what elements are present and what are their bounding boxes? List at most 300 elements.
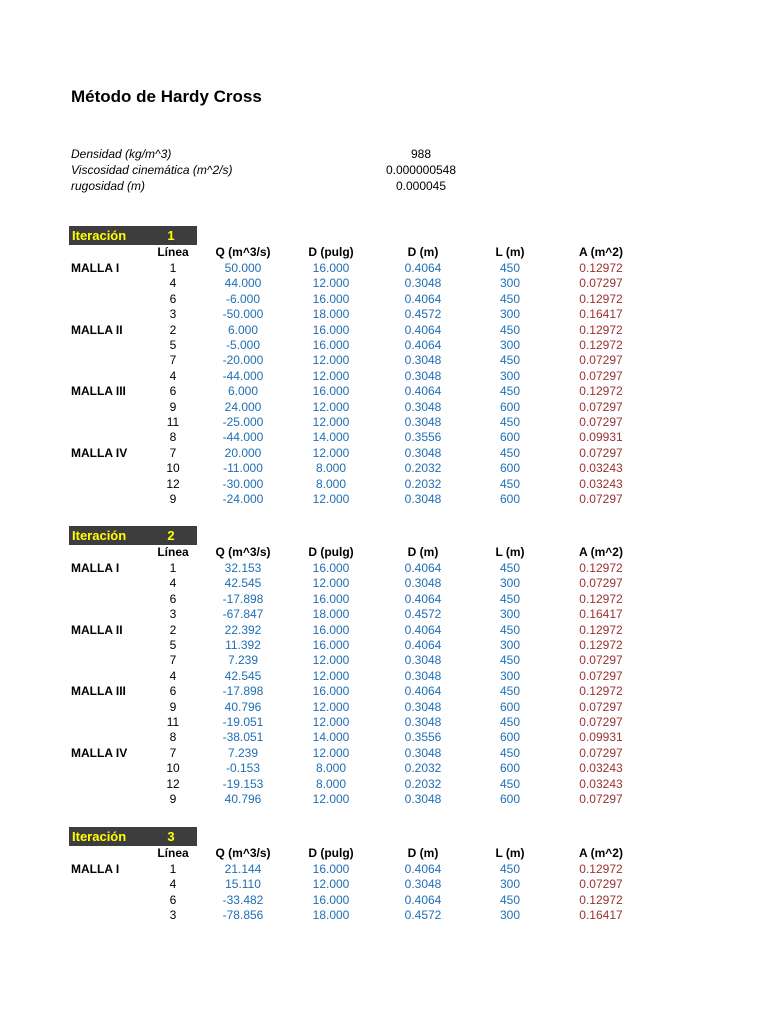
cell-q: -30.000 (222, 476, 264, 491)
cell-dp: 12.000 (312, 792, 350, 806)
cell-a: 0.12972 (579, 384, 623, 399)
table-header (71, 545, 691, 560)
cell-l: 300 (499, 877, 521, 892)
cell-dp: 14.000 (312, 430, 350, 445)
cell-linea: 11 (166, 715, 180, 729)
table-row (71, 638, 691, 653)
cell-q: -44.000 (222, 368, 264, 383)
page-title: Método de Hardy Cross (71, 87, 262, 106)
cell-linea: 7 (169, 745, 177, 760)
cell-q: 6.000 (227, 322, 259, 337)
cell-dm: 0.4572 (404, 307, 442, 322)
cell-q: -44.000 (222, 430, 264, 445)
table-row (71, 338, 691, 353)
cell-malla: MALLA IV (71, 445, 128, 460)
cell-a: 0.12972 (579, 322, 623, 337)
cell-l: 300 (499, 576, 521, 591)
cell-q: -67.847 (222, 607, 264, 622)
iteration-number: 3 (167, 829, 175, 844)
cell-q: 40.796 (224, 699, 262, 714)
cell-dp: 8.000 (315, 761, 347, 776)
cell-q: -19.153 (222, 776, 264, 791)
cell-dm: 0.3048 (404, 576, 442, 591)
cell-linea: 1 (169, 261, 177, 275)
table-row (71, 908, 691, 923)
column-header-a: A (m^2) (579, 846, 623, 860)
cell-l: 450 (499, 622, 521, 637)
cell-dm: 0.2032 (404, 461, 442, 476)
column-header-d-pulg: D (pulg) (308, 545, 354, 559)
cell-dm: 0.4064 (404, 622, 442, 637)
table-row (71, 792, 691, 807)
cell-dm: 0.3048 (404, 877, 442, 892)
cell-linea: 4 (169, 877, 177, 892)
cell-dp: 12.000 (312, 715, 350, 729)
cell-l: 450 (499, 591, 521, 606)
cell-malla: MALLA II (71, 622, 123, 637)
cell-linea: 6 (169, 384, 177, 399)
table-row (71, 276, 691, 291)
cell-l: 450 (499, 291, 521, 306)
cell-q: -0.153 (225, 761, 261, 776)
cell-dm: 0.4064 (404, 338, 442, 352)
cell-dm: 0.3048 (404, 668, 442, 683)
table-row (71, 653, 691, 668)
cell-q: 22.392 (224, 622, 262, 637)
cell-q: -5.000 (225, 338, 261, 352)
cell-a: 0.03243 (579, 761, 623, 776)
cell-dm: 0.3048 (404, 715, 442, 729)
cell-q: -20.000 (222, 353, 264, 368)
cell-dm: 0.3048 (404, 745, 442, 760)
table-row (71, 700, 691, 715)
cell-dp: 16.000 (312, 261, 350, 275)
cell-dm: 0.4064 (404, 261, 442, 275)
cell-q: 32.153 (224, 561, 262, 575)
cell-malla: MALLA III (71, 684, 126, 699)
column-header-d-m: D (m) (407, 846, 439, 860)
cell-dp: 18.000 (312, 908, 350, 923)
column-header-a: A (m^2) (579, 245, 623, 259)
cell-linea: 5 (169, 638, 177, 652)
cell-dp: 16.000 (312, 338, 350, 352)
cell-dp: 16.000 (312, 892, 350, 907)
iteration-number: 1 (167, 228, 175, 243)
table-row (71, 576, 691, 591)
cell-linea: 12 (166, 476, 180, 491)
cell-a: 0.07297 (579, 399, 623, 414)
cell-a: 0.12972 (579, 591, 623, 606)
column-header-l: L (m) (495, 846, 525, 860)
param-density (71, 147, 511, 163)
column-header-linea: Línea (157, 245, 189, 259)
cell-dp: 16.000 (312, 561, 350, 575)
param-value: 0.000000548 (385, 163, 457, 177)
cell-malla: MALLA IV (71, 745, 128, 760)
cell-dm: 0.4572 (404, 607, 442, 622)
cell-l: 300 (499, 607, 521, 622)
cell-dp: 12.000 (312, 492, 350, 506)
table-row (71, 684, 691, 699)
cell-a: 0.16417 (579, 607, 623, 622)
column-header-linea: Línea (157, 846, 189, 860)
table-row (71, 761, 691, 776)
cell-dp: 16.000 (312, 684, 350, 699)
table-row (71, 477, 691, 492)
cell-dp: 12.000 (312, 576, 350, 591)
cell-l: 450 (499, 261, 521, 275)
column-header-q: Q (m^3/s) (215, 545, 271, 559)
cell-l: 450 (499, 892, 521, 907)
cell-dp: 12.000 (312, 353, 350, 368)
table-row (71, 623, 691, 638)
cell-a: 0.12972 (579, 261, 623, 275)
cell-dm: 0.4064 (404, 638, 442, 652)
cell-dp: 8.000 (315, 461, 347, 476)
cell-l: 600 (499, 730, 521, 745)
cell-q: -17.898 (222, 591, 264, 606)
table-row (71, 461, 691, 476)
cell-dm: 0.3048 (404, 492, 442, 506)
cell-a: 0.07297 (579, 668, 623, 683)
cell-dm: 0.3048 (404, 415, 442, 429)
cell-linea: 1 (169, 561, 177, 575)
cell-l: 450 (499, 745, 521, 760)
cell-dp: 12.000 (312, 745, 350, 760)
cell-dp: 12.000 (312, 445, 350, 460)
cell-a: 0.12972 (579, 338, 623, 352)
cell-linea: 2 (169, 622, 177, 637)
cell-q: 15.110 (225, 877, 261, 892)
cell-a: 0.12972 (579, 291, 623, 306)
cell-dp: 8.000 (315, 776, 347, 791)
cell-linea: 4 (169, 368, 177, 383)
column-header-d-pulg: D (pulg) (308, 846, 354, 860)
cell-linea: 6 (169, 591, 177, 606)
cell-dm: 0.4064 (404, 862, 442, 876)
cell-a: 0.07297 (579, 353, 623, 368)
table-row (71, 715, 691, 730)
table-row (71, 353, 691, 368)
cell-dm: 0.4572 (404, 908, 442, 923)
cell-dp: 16.000 (312, 384, 350, 399)
cell-a: 0.12972 (579, 684, 623, 699)
cell-dp: 16.000 (312, 291, 350, 306)
cell-l: 300 (499, 668, 521, 683)
cell-dm: 0.2032 (404, 776, 442, 791)
cell-l: 450 (499, 862, 521, 876)
param-label: rugosidad (m) (71, 179, 146, 193)
cell-linea: 6 (169, 892, 177, 907)
cell-l: 600 (499, 792, 521, 806)
cell-q: 11.392 (225, 638, 261, 652)
cell-dm: 0.4064 (404, 561, 442, 575)
cell-a: 0.07297 (579, 415, 623, 429)
column-header-l: L (m) (495, 245, 525, 259)
cell-l: 450 (499, 445, 521, 460)
cell-dm: 0.3048 (404, 399, 442, 414)
cell-dm: 0.2032 (404, 476, 442, 491)
cell-l: 450 (499, 653, 521, 668)
cell-dm: 0.3048 (404, 368, 442, 383)
table-row (71, 323, 691, 338)
cell-dm: 0.3556 (404, 730, 442, 745)
cell-malla: MALLA I (71, 862, 120, 876)
param-label: Densidad (kg/m^3) (71, 147, 172, 161)
table-row (71, 592, 691, 607)
cell-l: 300 (499, 276, 521, 291)
cell-dp: 16.000 (312, 638, 350, 652)
table-row (71, 384, 691, 399)
cell-a: 0.07297 (579, 368, 623, 383)
cell-dp: 12.000 (312, 699, 350, 714)
cell-linea: 2 (169, 322, 177, 337)
cell-dm: 0.3048 (404, 653, 442, 668)
cell-a: 0.07297 (579, 745, 623, 760)
cell-dp: 12.000 (312, 276, 350, 291)
cell-linea: 6 (169, 291, 177, 306)
cell-l: 300 (499, 307, 521, 322)
cell-dm: 0.3048 (404, 276, 442, 291)
cell-q: -19.051 (222, 715, 264, 729)
cell-a: 0.07297 (579, 715, 623, 729)
cell-a: 0.12972 (579, 561, 623, 575)
cell-dm: 0.3556 (404, 430, 442, 445)
column-header-linea: Línea (157, 545, 189, 559)
cell-malla: MALLA I (71, 261, 120, 275)
cell-dp: 12.000 (312, 877, 350, 892)
cell-a: 0.07297 (579, 445, 623, 460)
cell-l: 600 (499, 492, 521, 506)
cell-l: 450 (499, 715, 521, 729)
column-header-d-pulg: D (pulg) (308, 245, 354, 259)
cell-linea: 10 (166, 461, 180, 476)
cell-dp: 12.000 (312, 368, 350, 383)
cell-linea: 7 (169, 653, 177, 668)
cell-linea: 9 (169, 492, 177, 506)
cell-l: 300 (499, 368, 521, 383)
cell-l: 450 (499, 384, 521, 399)
cell-a: 0.07297 (579, 492, 623, 506)
cell-a: 0.12972 (579, 892, 623, 907)
cell-linea: 1 (169, 862, 177, 876)
cell-q: 40.796 (224, 792, 262, 806)
table-row (71, 261, 691, 276)
cell-linea: 9 (169, 792, 177, 806)
param-value: 0.000045 (395, 179, 447, 193)
column-header-d-m: D (m) (407, 545, 439, 559)
cell-a: 0.12972 (579, 622, 623, 637)
cell-l: 600 (499, 461, 521, 476)
table-row (71, 561, 691, 576)
cell-linea: 3 (169, 908, 177, 923)
cell-q: 7.239 (227, 653, 259, 668)
table-row (71, 446, 691, 461)
table-row (71, 415, 691, 430)
table-row (71, 492, 691, 507)
cell-dp: 18.000 (312, 307, 350, 322)
param-viscosity (71, 163, 511, 179)
cell-q: 24.000 (224, 399, 262, 414)
cell-a: 0.07297 (579, 877, 623, 892)
cell-q: -33.482 (222, 892, 264, 907)
iteration-header (69, 226, 197, 245)
cell-dp: 16.000 (312, 322, 350, 337)
cell-linea: 9 (169, 699, 177, 714)
cell-dp: 14.000 (312, 730, 350, 745)
cell-l: 450 (499, 476, 521, 491)
cell-dp: 12.000 (312, 399, 350, 414)
cell-q: 42.545 (224, 668, 262, 683)
cell-dm: 0.4064 (404, 291, 442, 306)
cell-l: 450 (499, 776, 521, 791)
cell-dm: 0.3048 (404, 699, 442, 714)
cell-dm: 0.4064 (404, 684, 442, 699)
cell-linea: 7 (169, 445, 177, 460)
column-header-q: Q (m^3/s) (215, 245, 271, 259)
table-header (71, 846, 691, 861)
cell-a: 0.03243 (579, 776, 623, 791)
cell-q: -25.000 (222, 415, 264, 429)
cell-a: 0.12972 (579, 638, 623, 652)
cell-l: 600 (499, 761, 521, 776)
cell-linea: 3 (169, 307, 177, 322)
table-row (71, 607, 691, 622)
cell-q: -11.000 (223, 461, 263, 476)
cell-dm: 0.3048 (404, 445, 442, 460)
table-row (71, 307, 691, 322)
cell-linea: 11 (166, 415, 180, 429)
cell-a: 0.12972 (579, 862, 623, 876)
column-header-d-m: D (m) (407, 245, 439, 259)
cell-dm: 0.4064 (404, 384, 442, 399)
cell-linea: 4 (169, 576, 177, 591)
cell-a: 0.16417 (579, 307, 623, 322)
cell-dp: 8.000 (315, 476, 347, 491)
table-row (71, 777, 691, 792)
cell-dm: 0.2032 (404, 761, 442, 776)
cell-dm: 0.4064 (404, 591, 442, 606)
cell-dp: 18.000 (312, 607, 350, 622)
cell-dp: 12.000 (312, 668, 350, 683)
column-header-a: A (m^2) (579, 545, 623, 559)
iteration-header (69, 827, 197, 846)
cell-l: 300 (499, 908, 521, 923)
table-row (71, 730, 691, 745)
table-row (71, 292, 691, 307)
cell-l: 600 (499, 430, 521, 445)
cell-a: 0.09931 (579, 730, 623, 745)
cell-q: 50.000 (224, 261, 262, 275)
cell-dp: 16.000 (312, 622, 350, 637)
cell-q: 6.000 (227, 384, 259, 399)
cell-l: 600 (499, 699, 521, 714)
table-row (71, 862, 691, 877)
cell-dm: 0.3048 (404, 792, 442, 806)
cell-dm: 0.3048 (404, 353, 442, 368)
iteration-label: Iteración (72, 228, 127, 243)
cell-dp: 16.000 (312, 591, 350, 606)
cell-a: 0.03243 (579, 476, 623, 491)
cell-linea: 9 (169, 399, 177, 414)
param-roughness (71, 179, 511, 195)
cell-dp: 16.000 (312, 862, 350, 876)
iteration-header (69, 526, 197, 545)
cell-a: 0.16417 (579, 908, 623, 923)
cell-q: 21.144 (224, 862, 262, 876)
cell-linea: 8 (169, 430, 177, 445)
cell-linea: 10 (166, 761, 180, 776)
table-row (71, 669, 691, 684)
cell-l: 300 (499, 338, 521, 352)
cell-linea: 4 (169, 668, 177, 683)
column-header-l: L (m) (495, 545, 525, 559)
table-header (71, 245, 691, 260)
cell-q: 42.545 (224, 576, 262, 591)
param-label: Viscosidad cinemática (m^2/s) (71, 163, 233, 177)
cell-linea: 12 (166, 776, 180, 791)
cell-a: 0.07297 (579, 276, 623, 291)
cell-dm: 0.4064 (404, 892, 442, 907)
cell-a: 0.03243 (579, 461, 623, 476)
cell-q: -24.000 (222, 492, 264, 506)
cell-q: -50.000 (222, 307, 264, 322)
table-row (71, 877, 691, 892)
cell-l: 600 (499, 399, 521, 414)
table-row (71, 400, 691, 415)
cell-l: 450 (499, 684, 521, 699)
table-row (71, 746, 691, 761)
cell-linea: 7 (169, 353, 177, 368)
cell-a: 0.07297 (579, 792, 623, 806)
cell-a: 0.09931 (579, 430, 623, 445)
cell-linea: 3 (169, 607, 177, 622)
cell-q: 44.000 (224, 276, 262, 291)
cell-l: 450 (499, 561, 521, 575)
cell-q: 7.239 (227, 745, 259, 760)
param-value: 988 (410, 147, 432, 161)
column-header-q: Q (m^3/s) (215, 846, 271, 860)
cell-a: 0.07297 (579, 699, 623, 714)
iteration-label: Iteración (72, 528, 127, 543)
cell-linea: 5 (169, 338, 177, 352)
cell-l: 450 (499, 353, 521, 368)
cell-malla: MALLA II (71, 322, 123, 337)
cell-malla: MALLA III (71, 384, 126, 399)
cell-dp: 12.000 (312, 653, 350, 668)
cell-malla: MALLA I (71, 561, 120, 575)
cell-linea: 6 (169, 684, 177, 699)
cell-dp: 12.000 (312, 415, 350, 429)
table-row (71, 430, 691, 445)
cell-q: -78.856 (222, 908, 264, 923)
cell-linea: 4 (169, 276, 177, 291)
cell-l: 450 (499, 322, 521, 337)
cell-q: -17.898 (222, 684, 264, 699)
cell-l: 450 (499, 415, 521, 429)
table-row (71, 369, 691, 384)
iteration-number: 2 (167, 528, 175, 543)
table-row (71, 893, 691, 908)
cell-a: 0.07297 (579, 576, 623, 591)
cell-q: -38.051 (222, 730, 264, 745)
cell-l: 300 (499, 638, 521, 652)
cell-dm: 0.4064 (404, 322, 442, 337)
cell-q: -6.000 (225, 291, 261, 306)
cell-q: 20.000 (224, 445, 262, 460)
cell-linea: 8 (169, 730, 177, 745)
cell-a: 0.07297 (579, 653, 623, 668)
